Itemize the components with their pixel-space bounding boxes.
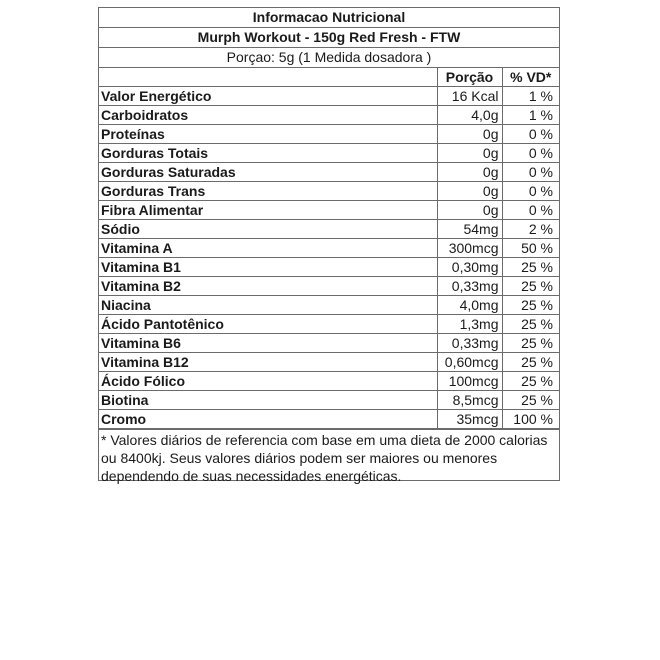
nutrition-table [99,68,559,429]
portion-column-header: Porção [437,68,502,87]
nutrient-name: Carboidratos [99,106,437,125]
nutrient-portion: 0,60mcg [437,353,502,372]
table-row [99,182,559,201]
nutrient-daily-value: 100 % [502,410,559,429]
nutrient-name: Valor Energético [99,87,437,106]
table-row [99,239,559,258]
nutrient-portion: 0,33mg [437,334,502,353]
nutrient-daily-value: 25 % [502,315,559,334]
product-name: Murph Workout - 150g Red Fresh - FTW [99,28,559,48]
nutrient-portion: 4,0mg [437,296,502,315]
nutrient-portion: 54mg [437,220,502,239]
table-row [99,296,559,315]
nutrient-daily-value: 25 % [502,391,559,410]
nutrient-daily-value: 25 % [502,277,559,296]
table-header-row [99,68,559,87]
daily-value-column-header: % VD* [502,68,559,87]
nutrient-name: Proteínas [99,125,437,144]
nutrient-portion: 100mcg [437,372,502,391]
nutrient-portion: 4,0g [437,106,502,125]
nutrient-daily-value: 1 % [502,106,559,125]
nutrient-portion: 0g [437,201,502,220]
nutrient-daily-value: 25 % [502,353,559,372]
table-row [99,144,559,163]
nutrient-daily-value: 25 % [502,334,559,353]
nutrient-name: Vitamina B2 [99,277,437,296]
table-row [99,258,559,277]
nutrient-portion: 0g [437,182,502,201]
table-row [99,125,559,144]
nutrient-name: Vitamina B12 [99,353,437,372]
table-row [99,201,559,220]
nutrient-name: Vitamina A [99,239,437,258]
nutrient-name: Gorduras Totais [99,144,437,163]
nutrient-name: Ácido Fólico [99,372,437,391]
nutrient-portion: 0,30mg [437,258,502,277]
table-row [99,372,559,391]
nutrient-name: Vitamina B1 [99,258,437,277]
table-row [99,315,559,334]
nutrient-name: Gorduras Saturadas [99,163,437,182]
nutrient-daily-value: 0 % [502,125,559,144]
nutrient-column-header [99,68,437,87]
table-row [99,334,559,353]
table-row [99,410,559,429]
nutrient-name: Ácido Pantotênico [99,315,437,334]
nutrient-daily-value: 0 % [502,163,559,182]
nutrient-portion: 0g [437,144,502,163]
table-row [99,220,559,239]
nutrient-name: Cromo [99,410,437,429]
nutrient-daily-value: 25 % [502,258,559,277]
nutrient-portion: 0,33mg [437,277,502,296]
nutrient-daily-value: 50 % [502,239,559,258]
nutrition-facts-label [98,7,560,484]
nutrient-portion: 0g [437,163,502,182]
nutrient-daily-value: 1 % [502,87,559,106]
nutrient-portion: 16 Kcal [437,87,502,106]
nutrient-portion: 0g [437,125,502,144]
nutrient-portion: 1,3mg [437,315,502,334]
nutrient-daily-value: 0 % [502,201,559,220]
nutrient-daily-value: 2 % [502,220,559,239]
nutrient-name: Vitamina B6 [99,334,437,353]
nutrient-name: Gorduras Trans [99,182,437,201]
nutrient-portion: 300mcg [437,239,502,258]
table-row [99,277,559,296]
nutrient-name: Sódio [99,220,437,239]
table-row [99,106,559,125]
nutrient-name: Fibra Alimentar [99,201,437,220]
nutrient-daily-value: 0 % [502,182,559,201]
table-row [99,391,559,410]
nutrient-daily-value: 0 % [502,144,559,163]
footnote: * Valores diários de referencia com base em uma dieta de 2000 calorias ou 8400kj. Seus valores diários podem ser maiores ou menores dependendo de suas necessidades energéticas. [99,429,559,480]
serving-size: Porçao: 5g (1 Medida dosadora ) [99,48,559,68]
nutrient-daily-value: 25 % [502,372,559,391]
nutrient-name: Niacina [99,296,437,315]
label-title: Informacao Nutricional [99,8,559,28]
table-row [99,353,559,372]
nutrient-portion: 35mcg [437,410,502,429]
nutrient-daily-value: 25 % [502,296,559,315]
nutrient-name: Biotina [99,391,437,410]
nutrient-portion: 8,5mcg [437,391,502,410]
table-row [99,87,559,106]
table-row [99,163,559,182]
